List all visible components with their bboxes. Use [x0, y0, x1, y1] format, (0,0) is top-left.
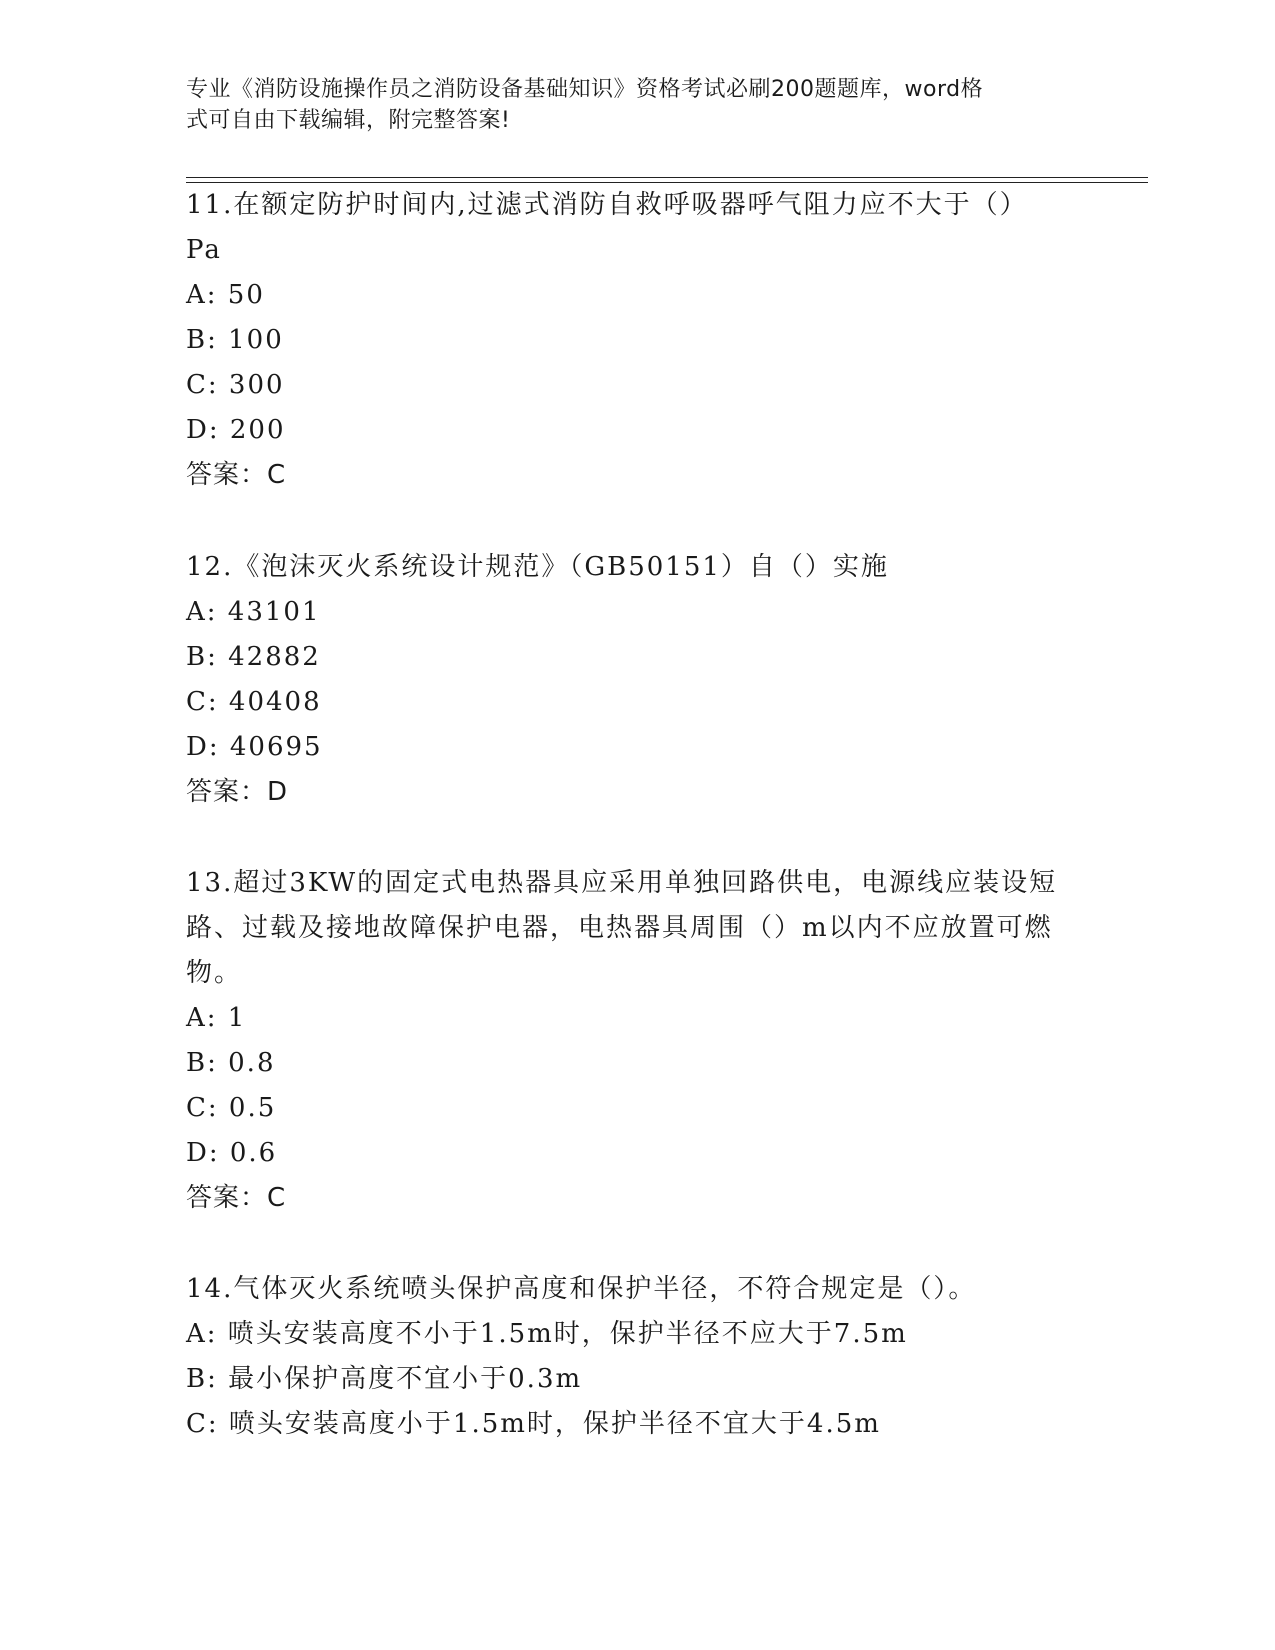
document-header	[186, 74, 1076, 136]
question-11-option-b: B: 100	[186, 325, 284, 355]
question-14-option-c: C: 喷头安装高度小于1.5m时，保护半径不宜大于4.5m	[186, 1409, 881, 1439]
question-13-stem-line-1: 13.超过3KW的固定式电热器具应采用单独回路供电，电源线应装设短	[186, 868, 1058, 898]
question-11-stem-line-2: Pa	[186, 235, 222, 265]
question-14-option-a: A: 喷头安装高度不小于1.5m时，保护半径不应大于7.5m	[186, 1319, 908, 1349]
question-12-option-a: A: 43101	[186, 597, 321, 627]
question-13-option-d: D: 0.6	[186, 1138, 278, 1168]
question-11-option-d: D: 200	[186, 415, 286, 445]
question-14-option-b: B: 最小保护高度不宜小于0.3m	[186, 1364, 583, 1394]
question-13-stem-line-3: 物。	[186, 958, 243, 988]
question-11-answer: 答案：C	[186, 460, 287, 490]
question-13-option-c: C: 0.5	[186, 1093, 277, 1123]
header-line-2: 式可自由下载编辑，附完整答案!	[186, 108, 511, 133]
question-13-option-b: B: 0.8	[186, 1048, 276, 1078]
question-11-stem-line-1: 11.在额定防护时间内,过滤式消防自救呼吸器呼气阻力应不大于（）	[186, 190, 1028, 220]
question-12-option-c: C: 40408	[186, 687, 322, 717]
question-12-stem-line-1: 12.《泡沫灭火系统设计规范》（GB50151）自（）实施	[186, 552, 889, 582]
question-13-stem-line-2: 路、过载及接地故障保护电器，电热器具周围（）m以内不应放置可燃	[186, 913, 1053, 943]
header-line-1: 专业《消防设施操作员之消防设备基础知识》资格考试必刷200题题库，word格	[186, 77, 984, 102]
question-11-option-c: C: 300	[186, 370, 285, 400]
header-divider-top	[186, 177, 1148, 178]
question-14-stem-line-1: 14.气体灭火系统喷头保护高度和保护半径，不符合规定是（）。	[186, 1274, 977, 1304]
question-12-option-b: B: 42882	[186, 642, 321, 672]
question-11-option-a: A: 50	[186, 280, 265, 310]
question-13-answer: 答案：C	[186, 1183, 287, 1213]
question-12-answer: 答案：D	[186, 777, 289, 807]
question-12-option-d: D: 40695	[186, 732, 323, 762]
question-13-option-a: A: 1	[186, 1003, 247, 1033]
